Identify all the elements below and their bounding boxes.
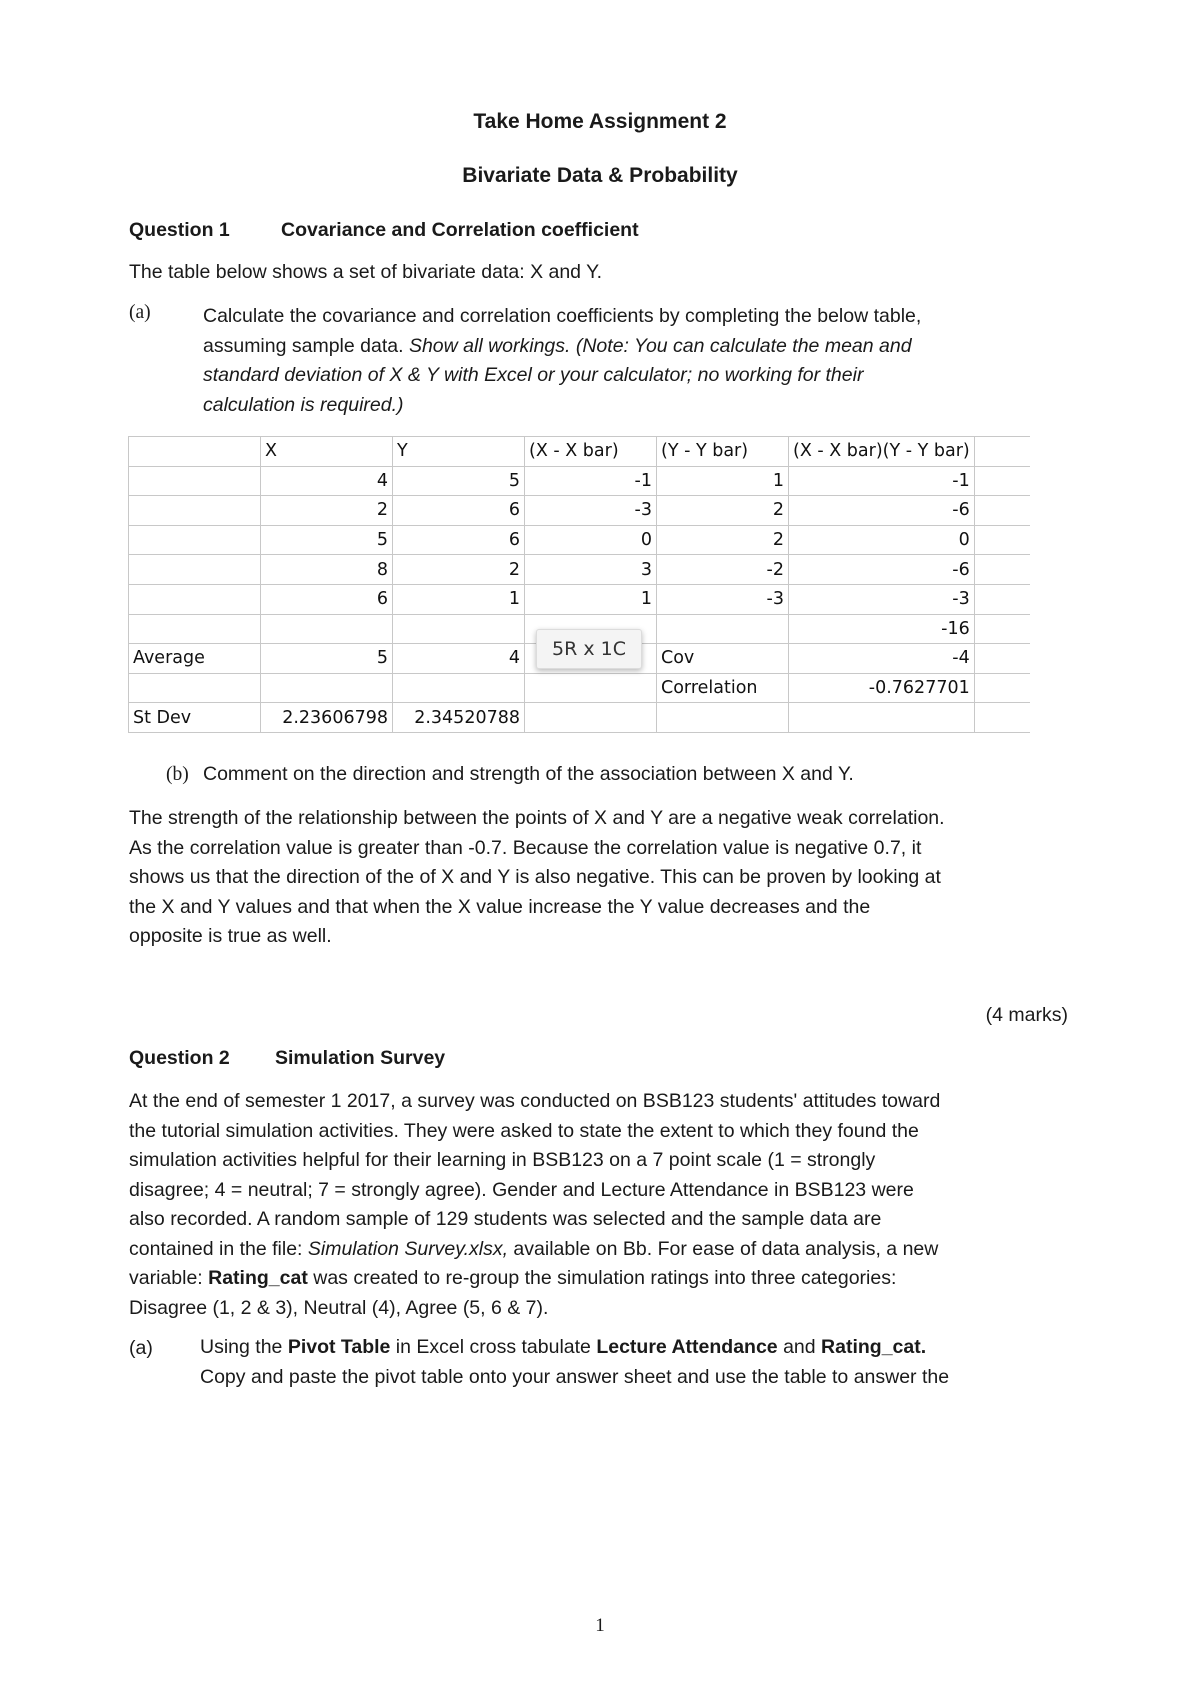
table-cell[interactable]	[129, 673, 261, 703]
q1-answer-line: opposite is true as well.	[129, 925, 332, 947]
q2-line-7	[129, 1264, 940, 1294]
table-cell[interactable]: 2	[657, 496, 789, 526]
q1-answer-line: shows us that the direction of the of X and Y is also negative. This can be proven by looking at	[129, 866, 941, 888]
q1-part-a-line-2	[203, 332, 921, 362]
q1-part-b-label: (b)	[166, 764, 189, 785]
table-cell[interactable]: -2	[657, 555, 789, 585]
q2-variable-name: Rating_cat	[208, 1267, 308, 1289]
q2-part-a-line-1	[200, 1333, 949, 1363]
table-cell[interactable]: 2	[657, 525, 789, 555]
q1-marks: (4 marks)	[985, 1004, 1068, 1026]
table-cell[interactable]: -3	[525, 496, 657, 526]
table-row	[129, 584, 1031, 614]
table-cell[interactable]	[974, 614, 1030, 644]
table-header-cell[interactable]	[974, 437, 1030, 467]
q1-part-a-line-1: Calculate the covariance and correlation coefficients by completing the below table,	[203, 305, 922, 327]
table-cell[interactable]: -6	[789, 496, 975, 526]
table-header-cell[interactable]: (Y - Y bar)	[657, 437, 789, 467]
q2-part-a-pre: Using the	[200, 1336, 288, 1358]
q2-body-line: also recorded. A random sample of 129 students was selected and the sample data are	[129, 1208, 882, 1230]
table-header-cell[interactable]: Y	[393, 437, 525, 467]
q1-part-a-line-2-italic: Show all workings. (Note: You can calculate the mean and	[408, 334, 912, 357]
table-cell[interactable]: 2	[393, 555, 525, 585]
table-cell[interactable]: 2.23606798	[261, 703, 393, 733]
q2-line-7-pre: variable:	[129, 1267, 209, 1289]
table-cell[interactable]: 1	[393, 584, 525, 614]
table-cell[interactable]: -3	[657, 584, 789, 614]
table-cell[interactable]: 6	[261, 584, 393, 614]
table-cell[interactable]	[525, 673, 657, 703]
table-cell[interactable]: 0	[525, 525, 657, 555]
q2-line-6-pre: contained in the file:	[129, 1237, 308, 1260]
table-cell[interactable]	[657, 614, 789, 644]
q2-lecture-attendance: Lecture Attendance	[596, 1336, 778, 1358]
table-row	[129, 673, 1031, 703]
table-cell[interactable]	[129, 525, 261, 555]
table-row	[129, 466, 1031, 496]
q1-part-a-line-3	[203, 361, 921, 391]
table-cell[interactable]: St Dev	[129, 703, 261, 733]
table-cell[interactable]: 2.34520788	[393, 703, 525, 733]
q2-line-6-post: available on Bb. For ease of data analysis, a new	[508, 1237, 939, 1260]
table-header-row	[129, 437, 1031, 467]
table-cell[interactable]: 6	[393, 525, 525, 555]
table-cell[interactable]: 1	[525, 584, 657, 614]
table-cell[interactable]	[129, 496, 261, 526]
table-cell[interactable]: 4	[393, 644, 525, 674]
q1-answer-line: the X and Y values and that when the X value increase the Y value decreases and the	[129, 895, 871, 918]
page-title: Take Home Assignment 2	[473, 110, 727, 133]
selection-size-tooltip: 5R x 1C	[536, 629, 642, 669]
q1-part-b-text: Comment on the direction and strength of the association between X and Y.	[203, 763, 854, 785]
table-row	[129, 703, 1031, 733]
table-cell[interactable]	[129, 584, 261, 614]
table-cell[interactable]	[393, 673, 525, 703]
table-row	[129, 496, 1031, 526]
table-cell[interactable]	[974, 466, 1030, 496]
table-cell[interactable]: Average	[129, 644, 261, 674]
table-cell[interactable]: -6	[789, 555, 975, 585]
q2-body-lines	[129, 1087, 940, 1235]
question-2-heading	[129, 1047, 445, 1070]
q2-line-7-post: was created to re-group the simulation ratings into three categories:	[307, 1267, 897, 1289]
table-cell[interactable]	[974, 584, 1030, 614]
table-cell[interactable]	[974, 525, 1030, 555]
table-cell[interactable]: -3	[789, 584, 975, 614]
table-cell[interactable]	[393, 614, 525, 644]
q1-part-a-text	[203, 302, 921, 420]
table-cell[interactable]: 5	[261, 525, 393, 555]
table-cell[interactable]	[261, 673, 393, 703]
q2-body-line: disagree; 4 = neutral; 7 = strongly agree). Gender and Lecture Attendance in BSB123 were	[129, 1178, 914, 1201]
table-cell[interactable]: -4	[789, 644, 975, 674]
table-cell[interactable]: 8	[261, 555, 393, 585]
table-cell[interactable]	[129, 555, 261, 585]
q2-line-8: Disagree (1, 2 & 3), Neutral (4), Agree (5, 6 & 7).	[129, 1296, 549, 1319]
q2-part-a-and: and	[777, 1336, 822, 1358]
q2-rating-cat: Rating_cat.	[821, 1336, 927, 1358]
question-2-number: Question 2	[129, 1047, 230, 1069]
table-cell[interactable]: -1	[789, 466, 975, 496]
q2-part-a-line-2: Copy and paste the pivot table onto your answer sheet and use the table to answer the	[200, 1365, 950, 1388]
q1-part-a-line-3-italic: standard deviation of X & Y with Excel or your calculator; no working for their	[203, 364, 864, 386]
q1-part-a-label: (a)	[129, 302, 151, 323]
q2-body-line: At the end of semester 1 2017, a survey was conducted on BSB123 students' attitudes toward	[129, 1090, 941, 1112]
q2-part-a-label: (a)	[129, 1337, 153, 1359]
table-cell[interactable]	[129, 614, 261, 644]
table-header-cell[interactable]: X	[261, 437, 393, 467]
table-cell[interactable]: -16	[789, 614, 975, 644]
table-cell[interactable]: 3	[525, 555, 657, 585]
table-cell[interactable]	[261, 614, 393, 644]
table-cell[interactable]	[974, 555, 1030, 585]
table-cell[interactable]	[974, 496, 1030, 526]
table-row	[129, 555, 1031, 585]
table-header-cell[interactable]	[129, 437, 261, 467]
q2-line-6	[129, 1235, 940, 1265]
q2-part-a-text	[200, 1333, 949, 1392]
q2-body-line: the tutorial simulation activities. They were asked to state the extent to which they found the	[129, 1119, 919, 1142]
covariance-table	[128, 436, 1030, 733]
q2-body-line: simulation activities helpful for their learning in BSB123 on a 7 point scale (1 = strongly	[129, 1149, 876, 1171]
table-row	[129, 525, 1031, 555]
q2-file-name: Simulation Survey.xlsx,	[307, 1237, 508, 1260]
table-header-cell[interactable]: (X - X bar)	[525, 437, 657, 467]
table-cell[interactable]: Correlation	[657, 673, 789, 703]
page-number: 1	[595, 1615, 605, 1636]
q1-answer-line: As the correlation value is greater than -0.7. Because the correlation value is negative 0.7, it	[129, 836, 922, 859]
q2-part-a-mid: in Excel cross tabulate	[390, 1336, 597, 1358]
question-1-intro: The table below shows a set of bivariate data: X and Y.	[129, 261, 602, 283]
table-cell[interactable]	[789, 703, 975, 733]
table-cell[interactable]: 2	[261, 496, 393, 526]
question-2-title: Simulation Survey	[275, 1047, 446, 1069]
table-cell[interactable]: 0	[789, 525, 975, 555]
q1-part-a-line-4	[203, 391, 921, 421]
table-cell[interactable]: -1	[525, 466, 657, 496]
q1-answer-line: The strength of the relationship between the points of X and Y are a negative weak correlation.	[129, 807, 945, 829]
question-1-number: Question 1	[129, 219, 230, 241]
table-cell[interactable]: Cov	[657, 644, 789, 674]
page-subtitle: Bivariate Data & Probability	[462, 164, 738, 187]
table-cell[interactable]	[129, 466, 261, 496]
table-cell[interactable]: 5	[261, 644, 393, 674]
q1-part-a-line-2-plain: assuming sample data.	[203, 334, 409, 357]
table-cell[interactable]: 5	[393, 466, 525, 496]
table-cell[interactable]	[974, 644, 1030, 674]
question-1-title: Covariance and Correlation coefficient	[281, 219, 639, 241]
table-cell[interactable]	[974, 703, 1030, 733]
question-1-heading	[129, 219, 639, 242]
table-header-cell[interactable]: (X - X bar)(Y - Y bar)	[789, 437, 975, 467]
q2-pivot-table: Pivot Table	[287, 1336, 391, 1358]
table-cell[interactable]: 6	[393, 496, 525, 526]
q1-part-a-line-4-italic: calculation is required.)	[203, 393, 404, 416]
table-cell[interactable]	[525, 703, 657, 733]
q1-answer	[129, 804, 945, 952]
table-cell[interactable]: 4	[261, 466, 393, 496]
table-cell[interactable]: 1	[657, 466, 789, 496]
table-cell[interactable]: -0.7627701	[789, 673, 975, 703]
table-cell[interactable]	[657, 703, 789, 733]
table-cell[interactable]	[974, 673, 1030, 703]
q2-body	[129, 1087, 940, 1323]
